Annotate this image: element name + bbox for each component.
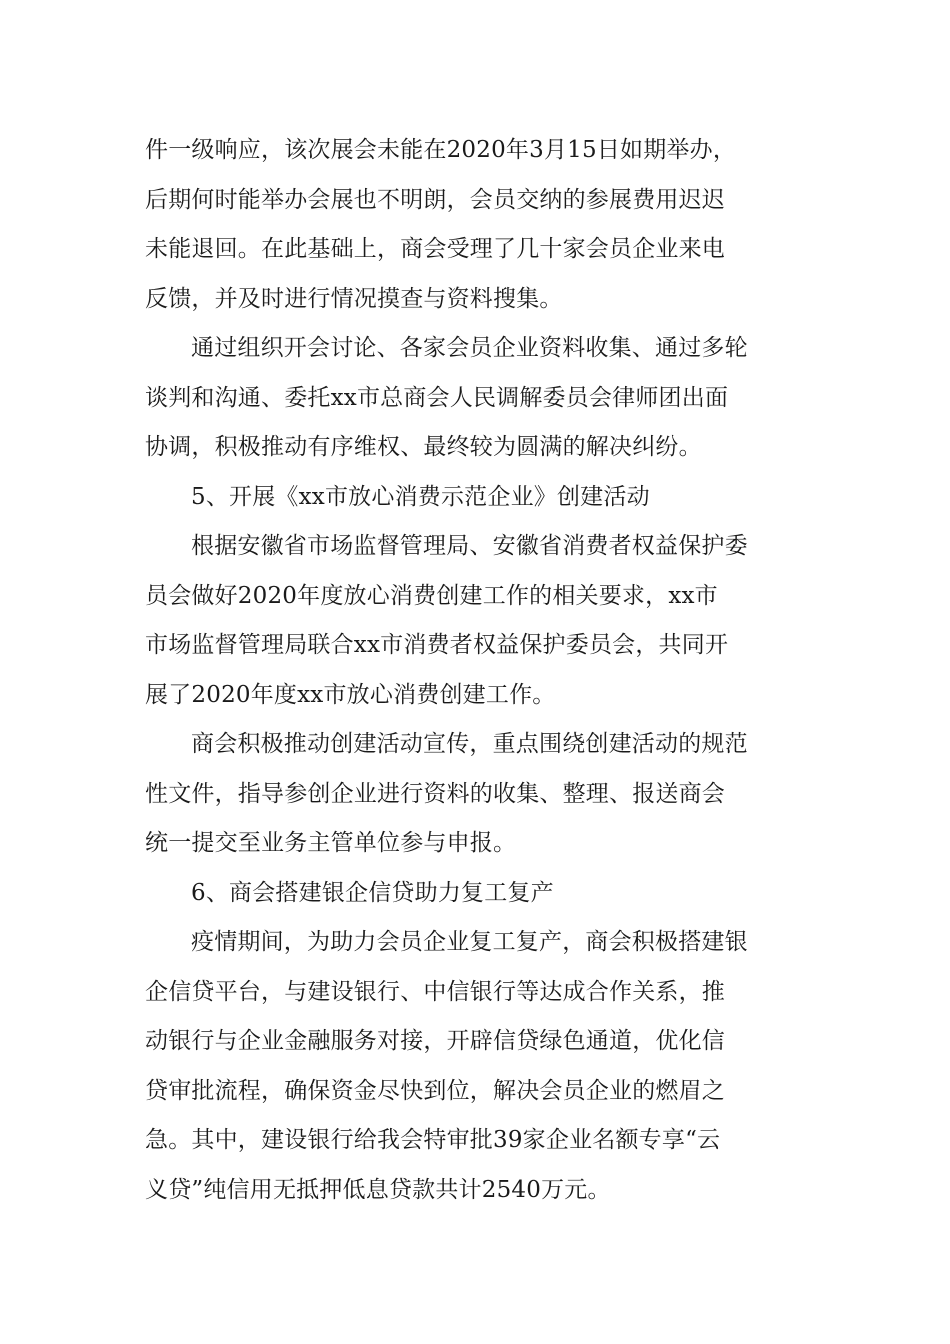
paragraph-start-line: 商会积极推动创建活动宣传，重点围绕创建活动的规范 [191,731,748,757]
text-line: 市场监督管理局联合xx市消费者权益保护委员会，共同开 [145,632,729,658]
text-line: 后期何时能举办会展也不明朗，会员交纳的参展费用迟迟 [145,186,725,213]
paragraph-start-line: 通过组织开会讨论、各家会员企业资料收集、通过多轮 [191,335,748,361]
text-line: 谈判和沟通、委托xx市总商会人民调解委员会律师团出面 [145,384,729,411]
text-line: 义贷”纯信用无抵押低息贷款共计2540万元。 [145,1176,611,1203]
text-line: 动银行与企业金融服务对接，开辟信贷绿色通道，优化信 [145,1028,725,1054]
section-heading-5: 5、开展《xx市放心消费示范企业》创建活动 [191,483,650,510]
text-line: 企信贷平台，与建设银行、中信银行等达成合作关系，推 [145,978,725,1005]
text-line: 贷审批流程，确保资金尽快到位，解决会员企业的燃眉之 [145,1077,725,1104]
text-line: 未能退回。在此基础上，商会受理了几十家会员企业来电 [145,236,725,262]
text-line: 反馈，并及时进行情况摸查与资料搜集。 [145,285,563,312]
text-line: 件一级响应，该次展会未能在2020年3月15日如期举办， [145,137,737,163]
text-line: 统一提交至业务主管单位参与申报。 [145,830,517,856]
text-line: 急。其中，建设银行给我会特审批39家企业名额专享“云 [145,1127,721,1153]
text-line: 员会做好2020年度放心消费创建工作的相关要求，xx市 [145,582,718,609]
paragraph-start-line: 根据安徽省市场监督管理局、安徽省消费者权益保护委 [191,533,748,559]
document-body [145,126,815,1215]
section-heading-6: 6、商会搭建银企信贷助力复工复产 [191,879,554,906]
text-line: 性文件，指导参创企业进行资料的收集、整理、报送商会 [145,780,725,807]
text-line: 协调，积极推动有序维权、最终较为圆满的解决纠纷。 [145,434,702,460]
text-line: 展了2020年度xx市放心消费创建工作。 [145,681,556,708]
paragraph-start-line: 疫情期间，为助力会员企业复工复产，商会积极搭建银 [191,929,748,955]
